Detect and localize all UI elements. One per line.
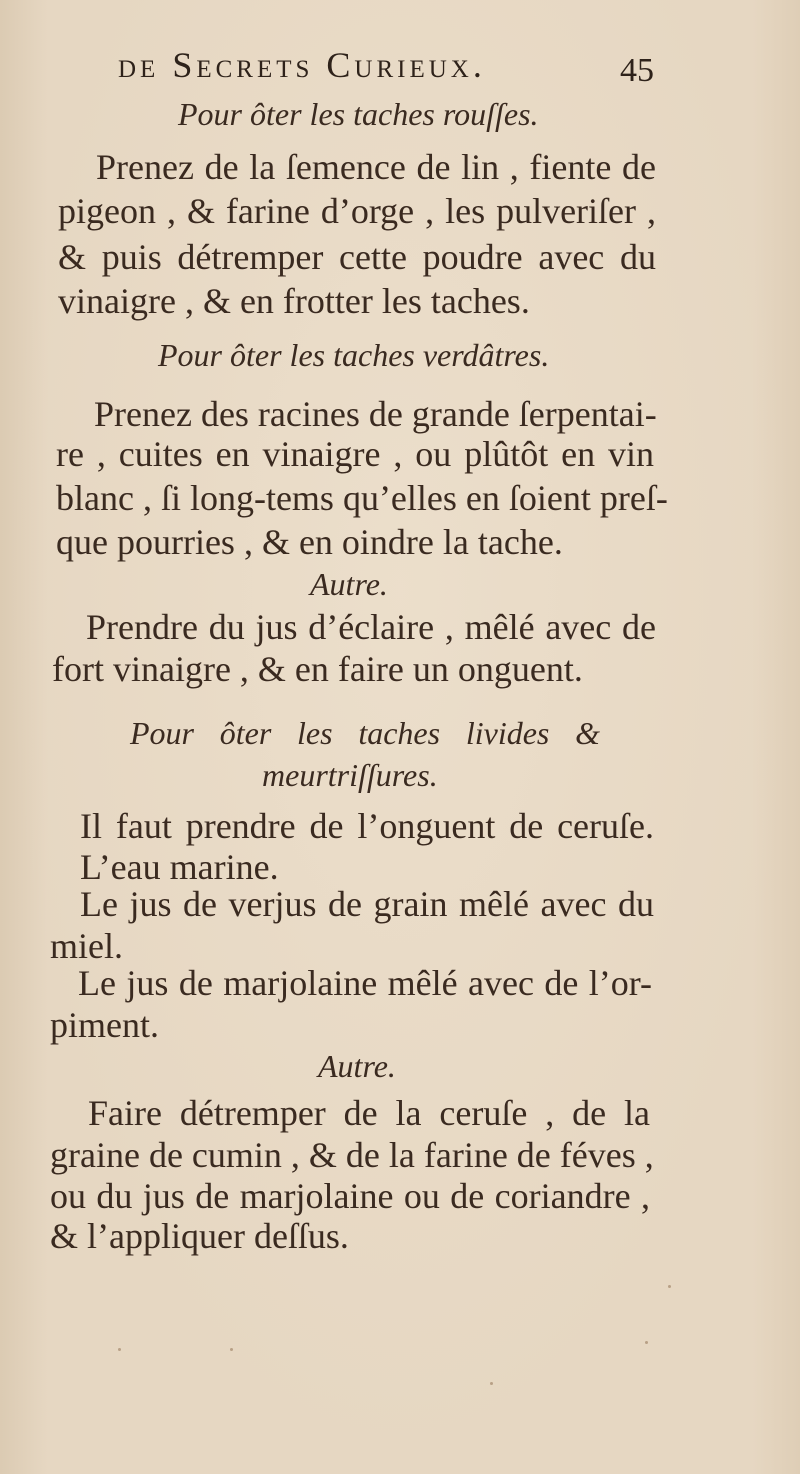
paper-speck	[645, 1341, 648, 1344]
page-number: 45	[620, 52, 654, 89]
body-line: & puis détremper cette poudre avec du	[58, 237, 656, 277]
body-line: que pourries , & en oindre la tache.	[56, 522, 563, 562]
section-heading: Autre.	[310, 566, 388, 602]
body-line: L’eau marine.	[80, 847, 279, 887]
body-line: & l’appliquer deſſus.	[50, 1216, 349, 1256]
body-line: piment.	[50, 1005, 159, 1045]
body-line: vinaigre , & en frotter les taches.	[58, 281, 530, 321]
body-line: graine de cumin , & de la farine de féves ,	[50, 1135, 654, 1175]
paper-speck	[118, 1348, 121, 1351]
body-line: Le jus de marjolaine mêlé avec de l’or-	[78, 963, 652, 1003]
body-line: blanc , ſi long-tems qu’elles en ſoient preſ-	[56, 478, 668, 518]
body-line: miel.	[50, 926, 123, 966]
body-line: Prenez de la ſemence de lin , fiente de	[96, 147, 656, 187]
body-line: Prendre du jus d’éclaire , mêlé avec de	[86, 607, 656, 647]
body-line: ou du jus de marjolaine ou de coriandre ,	[50, 1176, 650, 1216]
section-heading: Pour ôter les taches rouſſes.	[178, 96, 539, 132]
body-line: pigeon , & farine d’orge , les pulveriſer ,	[58, 191, 656, 231]
section-heading: Pour ôter les taches livides &	[130, 715, 600, 751]
body-line: Faire détremper de la ceruſe , de la	[88, 1093, 650, 1133]
paper-speck	[230, 1348, 233, 1351]
body-line: fort vinaigre , & en faire un onguent.	[52, 649, 583, 689]
paper-speck	[490, 1382, 493, 1385]
section-heading: Pour ôter les taches verdâtres.	[158, 337, 550, 373]
body-line: Prenez des racines de grande ſerpentai-	[94, 394, 657, 434]
section-heading: Autre.	[318, 1048, 396, 1084]
section-heading-continuation: meurtriſſures.	[262, 757, 438, 793]
running-head: de Secrets Curieux.	[118, 45, 486, 85]
body-line: Il faut prendre de l’onguent de ceruſe.	[80, 806, 654, 846]
body-line: Le jus de verjus de grain mêlé avec du	[80, 884, 654, 924]
paper-speck	[668, 1285, 671, 1288]
body-line: re , cuites en vinaigre , ou plûtôt en vin	[56, 434, 654, 474]
